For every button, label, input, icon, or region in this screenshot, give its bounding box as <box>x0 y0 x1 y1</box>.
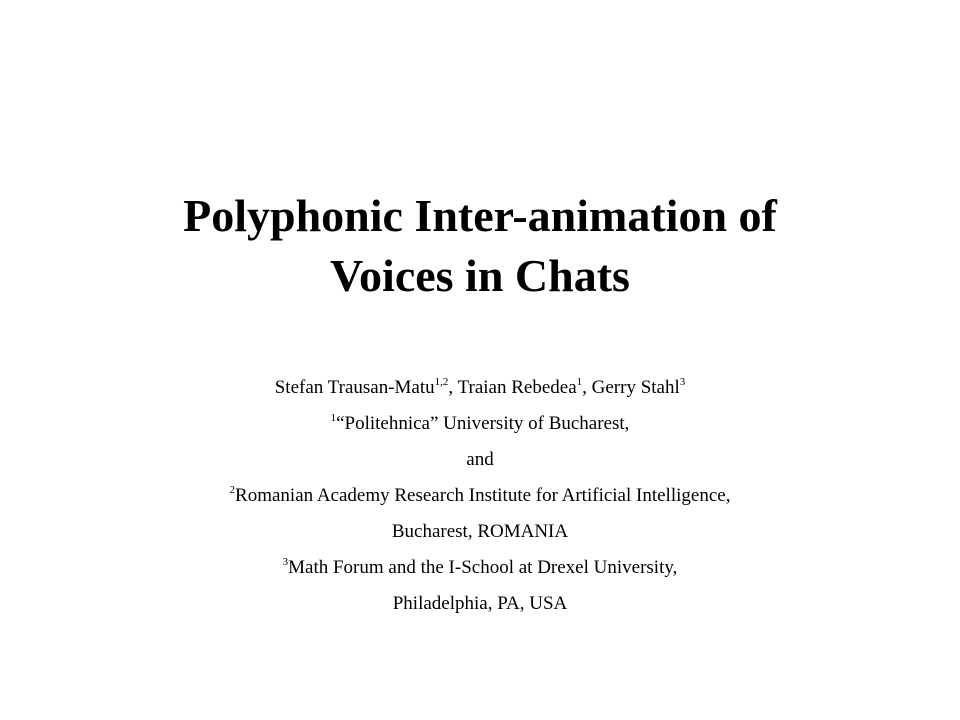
slide-title-line-2: Voices in Chats <box>330 250 630 301</box>
author-name-1: Stefan Trausan-Matu <box>274 377 435 398</box>
author-name-3: Gerry Stahl <box>591 377 680 398</box>
affiliation-conjunction: and <box>466 449 494 470</box>
author-block <box>20 370 940 622</box>
author-2-affiliation-mark: 1 <box>576 376 583 388</box>
slide-title-line-1: Polyphonic Inter-animation of <box>183 190 777 241</box>
author-3-affiliation-mark: 3 <box>679 376 686 388</box>
affiliation-3-location: Philadelphia, PA, USA <box>392 593 568 614</box>
affiliation-2-mark: 2 <box>229 484 236 496</box>
affiliation-2-text: Romanian Academy Research Institute for Artificial Intelligence, <box>235 485 731 506</box>
affiliation-2-location: Bucharest, ROMANIA <box>391 521 569 542</box>
affiliation-1-text: “Politehnica” University of Bucharest, <box>336 413 630 434</box>
affiliation-2 <box>20 478 940 514</box>
affiliation-1 <box>20 406 940 442</box>
affiliation-3-text: Math Forum and the I-School at Drexel University, <box>288 557 678 578</box>
affiliation-3 <box>20 550 940 586</box>
affiliation-1-mark: 1 <box>330 412 337 424</box>
author-separator: , <box>448 377 458 398</box>
author-1-affiliation-mark: 1,2 <box>434 376 449 388</box>
slide-title <box>40 186 920 306</box>
author-list <box>20 370 940 406</box>
author-name-2: Traian Rebedea <box>457 377 577 398</box>
affiliation-3-mark: 3 <box>282 556 289 568</box>
author-separator: , <box>582 377 592 398</box>
